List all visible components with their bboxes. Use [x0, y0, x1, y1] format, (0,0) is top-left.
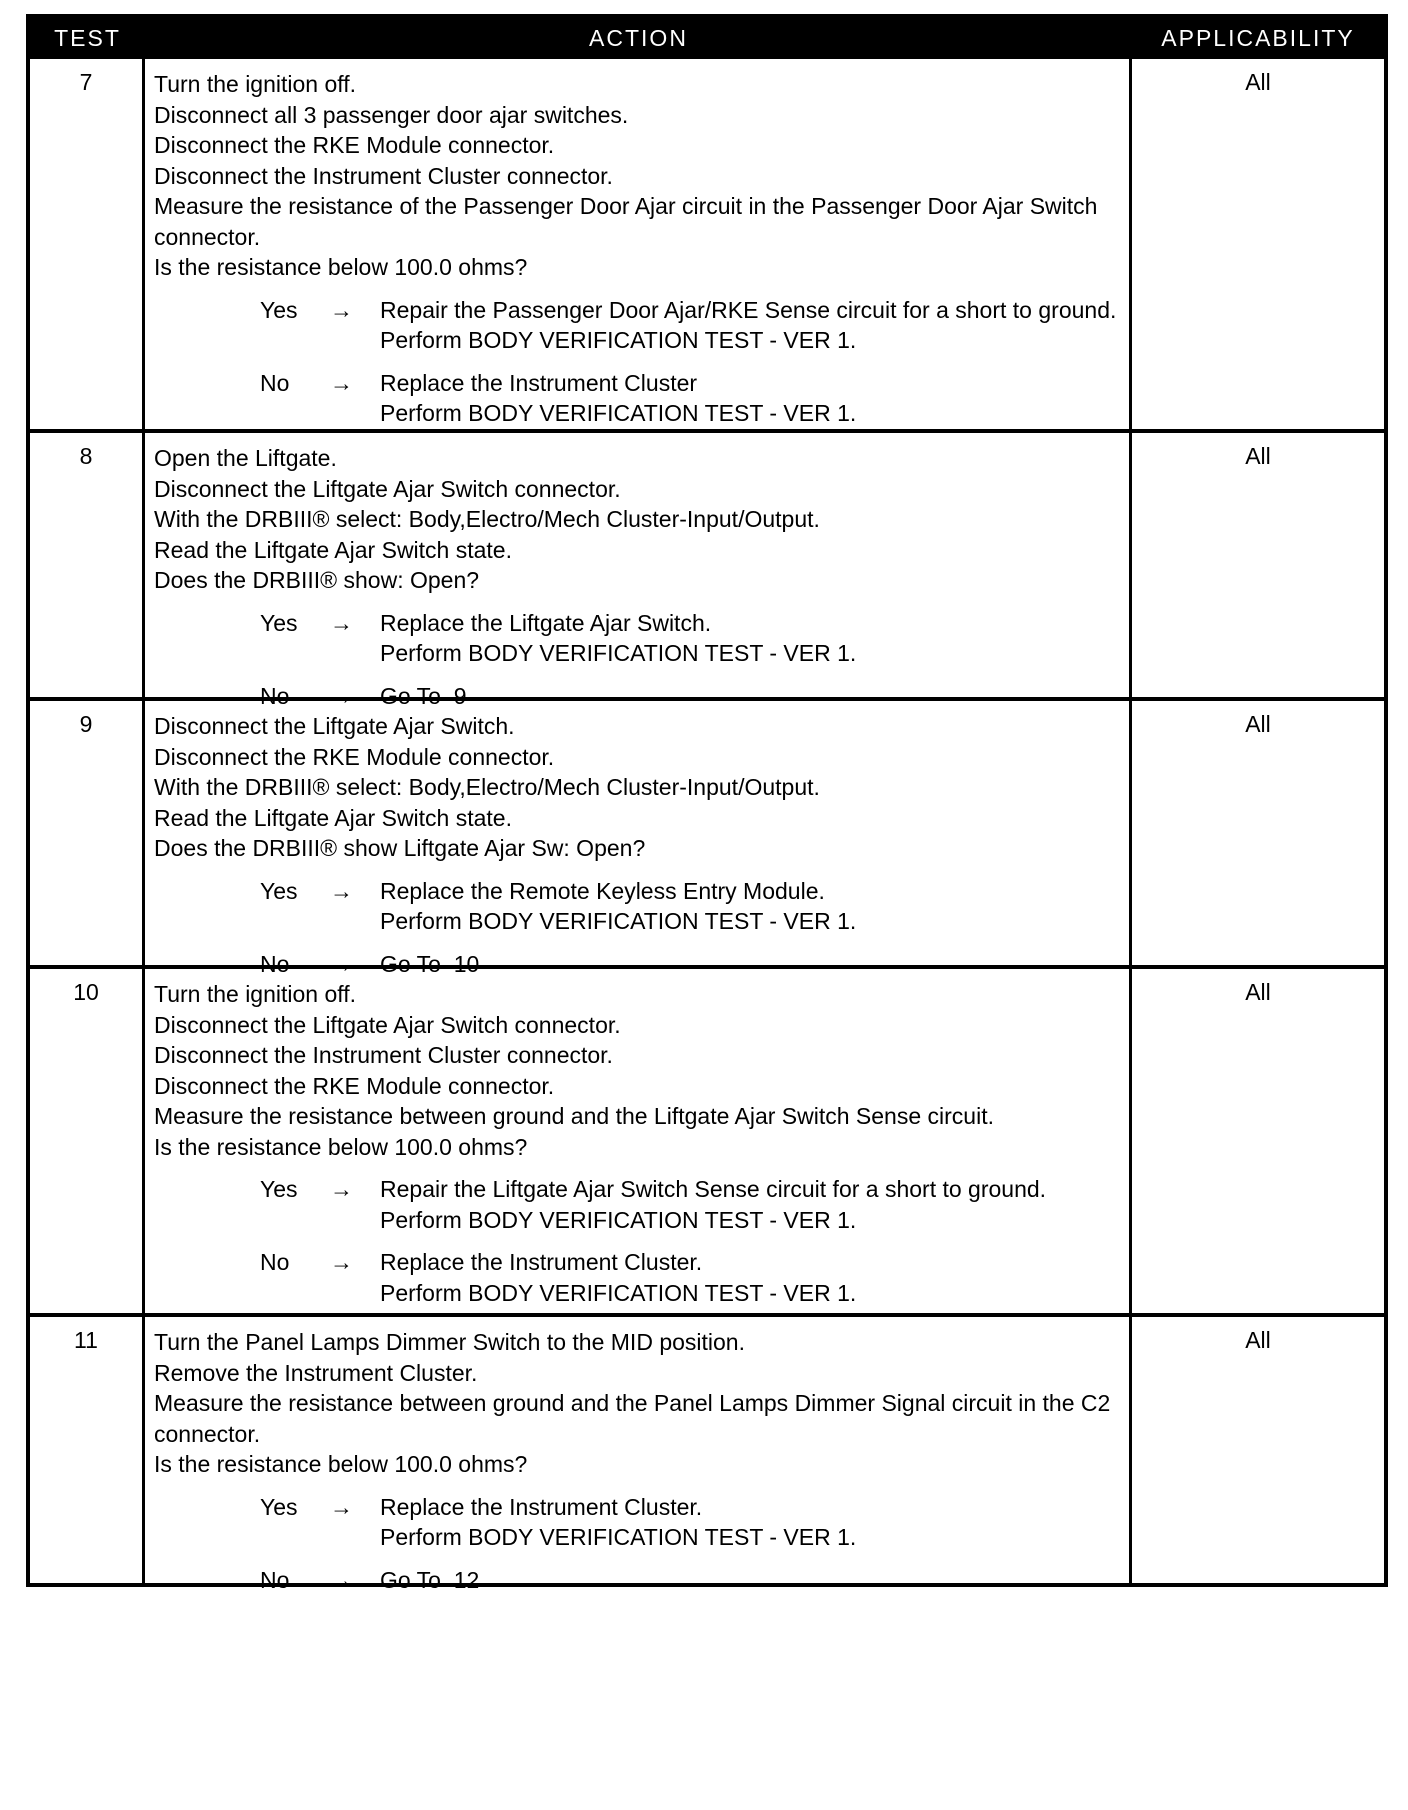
- yes-result: [154, 295, 1121, 356]
- action-step: Does the DRBIII® show: Open?: [154, 567, 480, 593]
- yes-instructions: [380, 1492, 1121, 1553]
- test-number: 11: [30, 1317, 145, 1583]
- table-row: [30, 59, 1384, 429]
- action-steps: [154, 69, 1121, 283]
- no-label: No: [260, 950, 290, 977]
- action-step: Does the DRBIII® show Liftgate Ajar Sw: Open?: [154, 835, 646, 861]
- action-step: Measure the resistance between ground and the Liftgate Ajar Switch Sense circuit.: [154, 1103, 994, 1129]
- instruction-line: Go To 10: [380, 950, 480, 977]
- arrow-right-icon: →: [330, 1249, 353, 1275]
- table-row: [30, 965, 1384, 1313]
- action-cell: [145, 701, 1132, 977]
- action-step: Disconnect all 3 passenger door ajar switches.: [154, 101, 629, 128]
- no-result: [154, 1247, 1121, 1308]
- yes-instructions: [380, 1174, 1121, 1235]
- yes-label: Yes: [260, 877, 298, 904]
- action-cell: [145, 1317, 1132, 1593]
- no-result: [154, 368, 1121, 429]
- action-step: Read the Liftgate Ajar Switch state.: [154, 536, 512, 563]
- action-step: Turn the Panel Lamps Dimmer Switch to the MID position.: [154, 1329, 745, 1355]
- arrow-right-icon: →: [330, 1176, 353, 1202]
- arrow-right-icon: →: [330, 296, 353, 323]
- action-step: Is the resistance below 100.0 ohms?: [154, 1451, 528, 1477]
- instruction-line: Perform BODY VERIFICATION TEST - VER 1.: [380, 1524, 857, 1550]
- table-row: [30, 697, 1384, 977]
- instruction-line: Perform BODY VERIFICATION TEST - VER 1.: [380, 327, 857, 353]
- yes-result: [154, 1174, 1121, 1235]
- applicability-value: All: [1245, 69, 1271, 95]
- arrow-right-icon: →: [330, 877, 353, 904]
- action-step: Read the Liftgate Ajar Switch state.: [154, 804, 512, 831]
- no-label: No: [260, 369, 290, 396]
- yes-result: [154, 876, 1121, 937]
- action-step: Turn the ignition off.: [154, 71, 357, 97]
- action-step: Is the resistance below 100.0 ohms?: [154, 1133, 528, 1160]
- action-cell: [145, 969, 1132, 1313]
- instruction-line: Replace the Remote Keyless Entry Module.: [380, 877, 825, 904]
- table-row: [30, 429, 1384, 709]
- applicability-value: All: [1245, 979, 1271, 1005]
- action-step: Measure the resistance between ground and the Panel Lamps Dimmer Signal circuit in the C2 connector.: [154, 1390, 1111, 1447]
- action-step: Disconnect the Liftgate Ajar Switch.: [154, 713, 515, 739]
- instruction-line: Go To 9: [380, 682, 467, 709]
- action-step: Disconnect the Liftgate Ajar Switch connector.: [154, 1011, 621, 1038]
- action-step: Measure the resistance of the Passenger Door Ajar circuit in the Passenger Door Ajar Switch connector.: [154, 193, 1098, 250]
- action-step: Disconnect the Instrument Cluster connector.: [154, 162, 613, 189]
- yes-result: [154, 1492, 1121, 1553]
- arrow-right-icon: →: [330, 609, 353, 636]
- action-step: Disconnect the RKE Module connector.: [154, 1072, 555, 1099]
- no-instructions: [380, 1565, 1121, 1596]
- action-step: Is the resistance below 100.0 ohms?: [154, 254, 528, 280]
- instruction-line: Perform BODY VERIFICATION TEST - VER 1.: [380, 640, 857, 666]
- yes-instructions: [380, 608, 1121, 669]
- table-body: [30, 59, 1384, 1593]
- action-steps: [154, 1327, 1121, 1480]
- action-step: Disconnect the Liftgate Ajar Switch connector.: [154, 475, 621, 502]
- instruction-line: Perform BODY VERIFICATION TEST - VER 1.: [380, 400, 857, 426]
- header-test: TEST: [54, 25, 121, 51]
- action-step: Turn the ignition off.: [154, 981, 357, 1007]
- diagnostic-table: [26, 14, 1388, 1593]
- header-action: ACTION: [589, 25, 688, 51]
- action-steps: [154, 443, 1121, 596]
- arrow-right-icon: →: [330, 950, 353, 977]
- instruction-line: Go To 12: [380, 1566, 480, 1593]
- table-header: [30, 18, 1384, 59]
- arrow-right-icon: →: [330, 1493, 353, 1520]
- yes-result: [154, 608, 1121, 669]
- action-step: Disconnect the RKE Module connector.: [154, 132, 555, 158]
- test-number: 8: [30, 433, 145, 697]
- applicability-value: All: [1245, 1327, 1271, 1353]
- action-step: With the DRBIII® select: Body,Electro/Mech Cluster-Input/Output.: [154, 774, 820, 800]
- no-result: [154, 1565, 1121, 1596]
- applicability-value: All: [1245, 443, 1271, 469]
- arrow-right-icon: →: [330, 369, 353, 396]
- action-steps: [154, 979, 1121, 1162]
- no-instructions: [380, 368, 1121, 429]
- instruction-line: Perform BODY VERIFICATION TEST - VER 1.: [380, 1279, 857, 1306]
- header-applicability: APPLICABILITY: [1161, 25, 1355, 51]
- action-cell: [145, 59, 1132, 429]
- instruction-line: Replace the Instrument Cluster: [380, 369, 698, 396]
- test-number: 10: [30, 969, 145, 1313]
- action-cell: [145, 433, 1132, 709]
- yes-label: Yes: [260, 1493, 298, 1520]
- action-step: With the DRBIII® select: Body,Electro/Mech Cluster-Input/Output.: [154, 506, 820, 532]
- no-label: No: [260, 1249, 290, 1275]
- instruction-line: Replace the Instrument Cluster.: [380, 1493, 703, 1520]
- no-label: No: [260, 682, 290, 709]
- no-instructions: [380, 1247, 1121, 1308]
- action-step: Disconnect the RKE Module connector.: [154, 743, 555, 770]
- yes-instructions: [380, 295, 1121, 356]
- yes-instructions: [380, 876, 1121, 937]
- test-number: 7: [30, 59, 145, 429]
- arrow-right-icon: →: [330, 682, 353, 709]
- instruction-line: Perform BODY VERIFICATION TEST - VER 1.: [380, 1206, 857, 1233]
- action-step: Open the Liftgate.: [154, 445, 337, 471]
- arrow-right-icon: →: [330, 1566, 353, 1593]
- instruction-line: Repair the Liftgate Ajar Switch Sense circuit for a short to ground.: [380, 1176, 1047, 1202]
- applicability-value: All: [1245, 711, 1271, 737]
- instruction-line: Replace the Liftgate Ajar Switch.: [380, 609, 712, 636]
- table-row: [30, 1313, 1384, 1593]
- action-step: Disconnect the Instrument Cluster connector.: [154, 1042, 613, 1068]
- action-step: Remove the Instrument Cluster.: [154, 1359, 478, 1386]
- yes-label: Yes: [260, 296, 298, 323]
- instruction-line: Perform BODY VERIFICATION TEST - VER 1.: [380, 908, 857, 934]
- action-steps: [154, 711, 1121, 864]
- test-number: 9: [30, 701, 145, 965]
- instruction-line: Replace the Instrument Cluster.: [380, 1249, 703, 1275]
- no-label: No: [260, 1566, 290, 1593]
- instruction-line: Repair the Passenger Door Ajar/RKE Sense circuit for a short to ground.: [380, 296, 1117, 323]
- yes-label: Yes: [260, 1176, 298, 1202]
- yes-label: Yes: [260, 609, 298, 636]
